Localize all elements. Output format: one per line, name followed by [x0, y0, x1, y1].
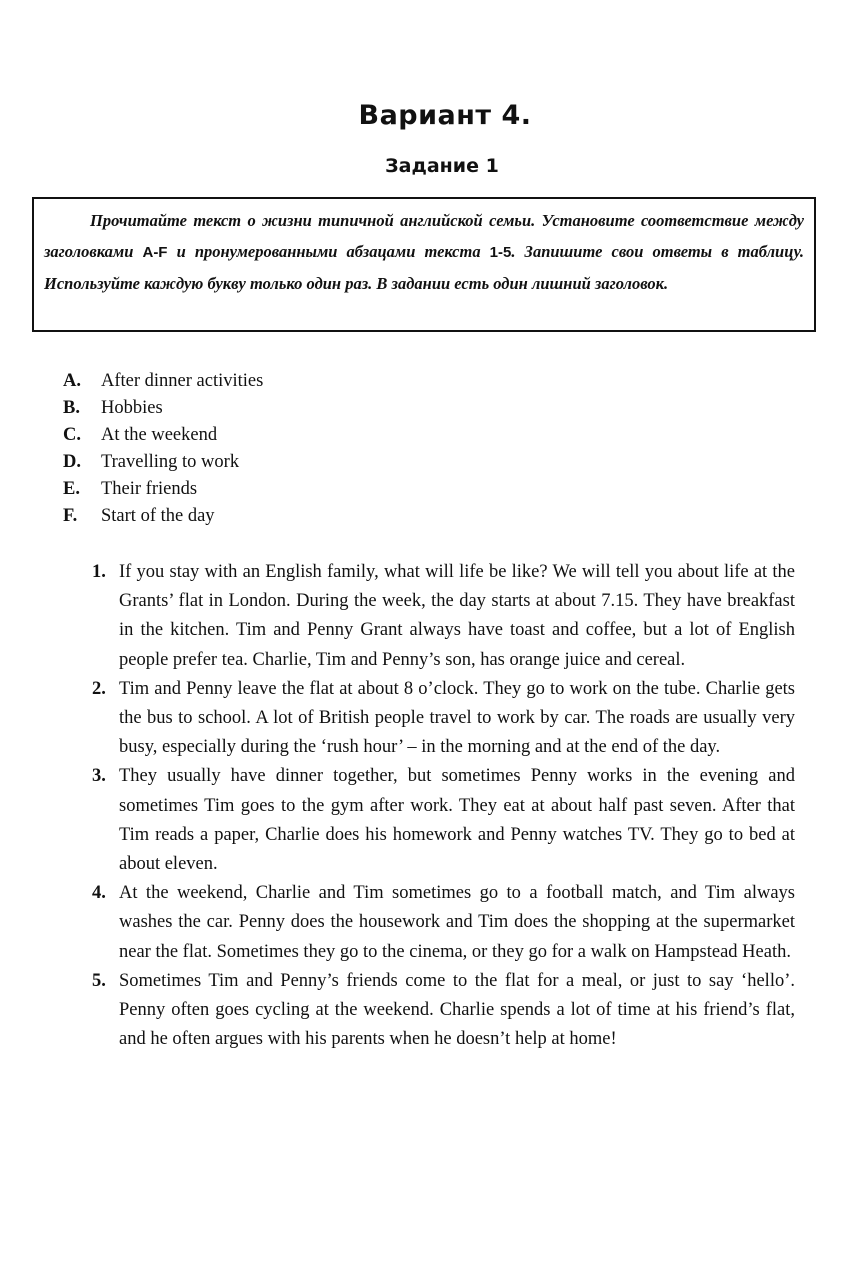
- heading-item: [63, 422, 263, 449]
- paragraph-text: Sometimes Tim and Penny’s friends come to the flat for a meal, or just to say ‘hello’. Penny often goes cycling at the weekend. Charlie spends a lot of time at his friend’s flat, and he often argues with his parents when he doesn’t help at home!: [119, 970, 795, 1050]
- heading-text: Start of the day: [101, 506, 215, 526]
- paragraph-number: 4.: [92, 883, 106, 904]
- heading-item: [63, 449, 263, 476]
- headings-list: [63, 368, 263, 530]
- paragraph-text: At the weekend, Charlie and Tim sometimes go to a football match, and Tim always washes the car. Penny does the housework and Tim does the shopping at the supermarket near the flat. Sometimes they go to the cinema, or they go for a walk on Hampstead Heath.: [119, 883, 795, 962]
- instruction-box: [32, 197, 816, 332]
- paragraph-item: [92, 762, 795, 879]
- heading-letter: E.: [63, 479, 80, 499]
- heading-text: At the weekend: [101, 425, 218, 445]
- instruction-text-part1: Прочитайте текст о жизни типичной английской семьи. Установите соответствие между заголовками: [44, 211, 804, 261]
- instruction-letter-range: A-F: [142, 244, 168, 261]
- paragraph-number: 3.: [92, 766, 106, 787]
- paragraph-item: [92, 967, 795, 1055]
- task-title: Задание 1: [385, 155, 499, 177]
- paragraph-item: [92, 879, 795, 967]
- heading-item: [63, 503, 263, 530]
- paragraph-item: [92, 675, 795, 763]
- paragraph-item: [92, 558, 795, 675]
- paragraph-text: They usually have dinner together, but sometimes Penny works in the evening and sometimes Tim goes to the gym after work. They eat at about half past seven. After that Tim reads a paper, Charlie does his homework and Penny watches TV. They go to bed at about eleven.: [119, 766, 795, 875]
- heading-item: [63, 476, 263, 503]
- heading-letter: F.: [63, 506, 78, 526]
- heading-letter: C.: [63, 425, 81, 445]
- instruction-number-range: 1-5: [489, 244, 512, 261]
- paragraph-number: 5.: [92, 970, 106, 991]
- heading-item: [63, 368, 263, 395]
- paragraph-number: 2.: [92, 678, 106, 699]
- instruction-text-part3: . Запишите свои ответы в таблицу. Используйте каждую букву только один раз. В задании есть один лишний заголовок.: [44, 242, 804, 293]
- heading-letter: A.: [63, 371, 81, 391]
- paragraph-number: 1.: [92, 562, 106, 582]
- heading-letter: D.: [63, 452, 81, 472]
- instruction-text-part2: и пронумерованными абзацами текста: [167, 242, 490, 261]
- paragraph-text: Tim and Penny leave the flat at about 8 o’clock. They go to work on the tube. Charlie gets the bus to school. A lot of British people travel to work by car. The roads are usually very busy, especially during the ‘rush hour’ – in the morning and at the end of the day.: [119, 678, 795, 758]
- heading-text: After dinner activities: [101, 371, 264, 391]
- heading-letter: B.: [63, 398, 80, 418]
- variant-title: Вариант 4.: [358, 100, 532, 131]
- heading-text: Hobbies: [101, 398, 163, 418]
- paragraphs-list: [92, 558, 795, 1054]
- heading-item: [63, 395, 263, 422]
- paragraph-text: If you stay with an English family, what will life be like? We will tell you about life at the Grants’ flat in London. During the week, the day starts at about 7.15. They have breakfast in the kitchen. Tim and Penny Grant always have toast and coffee, but a lot of English people prefer tea. Charlie, Tim and Penny’s son, has orange juice and cereal.: [119, 562, 795, 670]
- heading-text: Their friends: [101, 479, 198, 499]
- heading-text: Travelling to work: [101, 452, 240, 472]
